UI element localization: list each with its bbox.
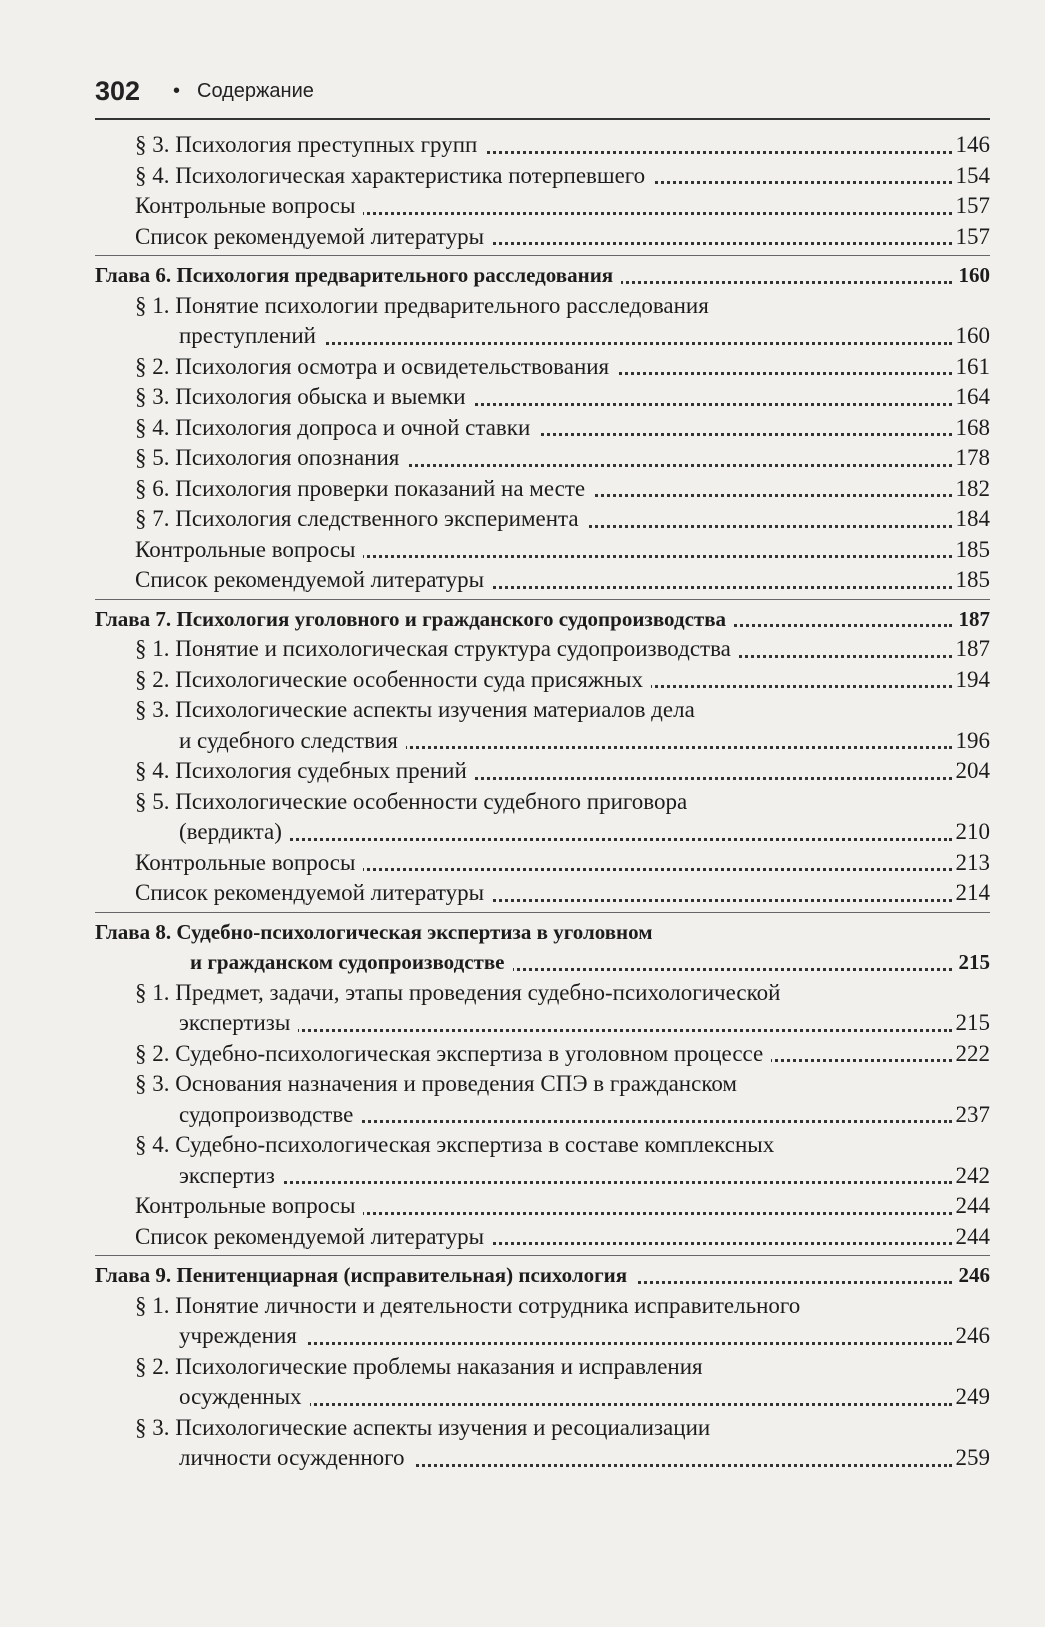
toc-chapter-line [95,917,990,948]
toc-entry-title: Глава 7. Психология уголовного и гражданского судопроизводства [95,604,734,635]
toc-entry-title: § 4. Психологическая характеристика потерпевшего [135,161,653,192]
toc-entry [95,1100,990,1131]
toc-entry-title: Глава 8. Судебно-психологическая экспертиза в уголовном [95,917,661,948]
toc-entry [95,1039,990,1070]
toc-page-number: 185 [954,565,991,596]
toc-entry-title: § 3. Психологические аспекты изучения материалов дела [135,695,703,726]
toc-entry-title: судопроизводстве [179,1100,361,1131]
toc-entry-title: § 3. Психологические аспекты изучения и ресоциализации [135,1413,718,1444]
page-header [95,72,990,120]
chapter-divider [95,912,990,913]
toc-entry [95,1443,990,1474]
toc-entry-title: Список рекомендуемой литературы [135,222,492,253]
toc-entry-title: § 1. Понятие личности и деятельности сотрудника исправительного [135,1291,808,1322]
toc-entry-title: § 2. Психология осмотра и освидетельствования [135,352,617,383]
toc-entry [95,352,990,383]
toc-entry-title: § 2. Психологические особенности суда присяжных [135,665,651,696]
toc-entry-title: § 7. Психология следственного эксперимента [135,504,587,535]
toc-entry-title: Контрольные вопросы [135,848,363,879]
toc-page-number: 244 [954,1222,991,1253]
toc-entry [95,1382,990,1413]
toc-entry-title: Список рекомендуемой литературы [135,878,492,909]
toc-page-number: 187 [954,634,991,665]
toc-entry-title: § 3. Психология обыска и выемки [135,382,474,413]
toc-entry [95,130,990,161]
toc-page-number: 246 [957,1260,991,1291]
toc-page-number: 249 [954,1382,991,1413]
toc-entry-title: § 4. Психология судебных прений [135,756,475,787]
toc-entry [95,382,990,413]
dot-leader [183,1029,952,1032]
toc-page-number: 244 [954,1191,991,1222]
toc-entry-title: осужденных [179,1382,310,1413]
toc-entry-title: личности осужденного [179,1443,413,1474]
toc-entry-title: Контрольные вопросы [135,191,363,222]
toc-entry-title: § 4. Психология допроса и очной ставки [135,413,538,444]
toc-entry-title: § 3. Основания назначения и проведения СПЭ в гражданском [135,1069,745,1100]
toc-entry [95,565,990,596]
toc-entry-title: Список рекомендуемой литературы [135,1222,492,1253]
toc-entry [95,978,990,1009]
toc-entry-title: § 6. Психология проверки показаний на месте [135,474,593,505]
page-number: 302 [95,76,141,106]
toc-page-number: 160 [957,260,991,291]
toc-page-number: 259 [954,1443,991,1474]
toc-entry [95,413,990,444]
toc-page-number: 237 [954,1100,991,1131]
toc-entry [95,1008,990,1039]
toc-entry [95,817,990,848]
toc-entry [95,443,990,474]
toc-page-number: 154 [954,161,991,192]
toc-entry [95,535,990,566]
toc-entry-title: § 3. Психология преступных групп [135,130,485,161]
toc-entry-title: (вердикта) [179,817,290,848]
toc-entry-title: учреждения [179,1321,305,1352]
toc-page-number: 246 [954,1321,991,1352]
chapter-divider [95,599,990,600]
toc-entry-title: § 5. Психологические особенности судебного приговора [135,787,695,818]
toc-entry-title: Глава 6. Психология предварительного расследования [95,260,621,291]
toc-page-number: 157 [954,222,991,253]
toc-page-number: 213 [954,848,991,879]
toc-entry [95,1222,990,1253]
toc-page-number: 164 [954,382,991,413]
toc-entry-title: экспертиз [179,1161,283,1192]
toc-page-number: 214 [954,878,991,909]
toc-entry-title: преступлений [179,321,324,352]
toc-entry [95,191,990,222]
toc-entry-title: § 2. Психологические проблемы наказания и исправления [135,1352,711,1383]
toc-entry-title: и судебного следствия [179,726,406,757]
toc-entry [95,222,990,253]
toc-entry [95,787,990,818]
toc-entry [95,321,990,352]
header-bullet: • [173,80,181,102]
toc-page-number: 178 [954,443,991,474]
toc-page-number: 242 [954,1161,991,1192]
toc-entry [95,161,990,192]
toc-entry-title: экспертизы [179,1008,298,1039]
toc-page-number: 184 [954,504,991,535]
toc-entry [95,634,990,665]
toc-entry [95,1191,990,1222]
toc-entry [95,665,990,696]
toc-page-number: 215 [954,1008,991,1039]
toc-entry [95,848,990,879]
toc-entry [95,1161,990,1192]
toc-entry-title: § 2. Судебно-психологическая экспертиза в уголовном процессе [135,1039,771,1070]
toc-chapter-line [95,1260,990,1291]
toc-entry [95,695,990,726]
toc-page-number: 157 [954,191,991,222]
toc-entry [95,1130,990,1161]
toc-entry-title: Контрольные вопросы [135,535,363,566]
toc-page-number: 160 [954,321,991,352]
toc-entry [95,504,990,535]
toc-page-number: 168 [954,413,991,444]
toc-page-number: 161 [954,352,991,383]
toc-entry [95,726,990,757]
toc-entry-title: § 1. Предмет, задачи, этапы проведения судебно-психологической [135,978,788,1009]
running-title: Содержание [197,80,314,102]
chapter-divider [95,1255,990,1256]
toc-entry [95,474,990,505]
dot-leader [183,1181,952,1184]
toc-entry [95,1291,990,1322]
toc-entry [95,1321,990,1352]
toc-entry-title: и гражданском судопроизводстве [190,947,513,978]
dot-leader [183,838,952,841]
toc-page-number: 182 [954,474,991,505]
toc-page-number: 185 [954,535,991,566]
toc-entry-title: Глава 9. Пенитенциарная (исправительная) психология [95,1260,635,1291]
toc-entry [95,291,990,322]
toc-page-number: 196 [954,726,991,757]
toc-page-number: 194 [954,665,991,696]
toc-entry [95,1069,990,1100]
toc-entry-title: § 5. Психология опознания [135,443,407,474]
toc-page-number: 146 [954,130,991,161]
table-of-contents [95,130,990,1474]
chapter-divider [95,255,990,256]
toc-entry-title: Список рекомендуемой литературы [135,565,492,596]
toc-chapter-line [95,947,990,978]
toc-entry [95,1352,990,1383]
toc-entry [95,878,990,909]
toc-entry-title: § 4. Судебно-психологическая экспертиза в составе комплексных [135,1130,782,1161]
toc-page-number: 215 [957,947,991,978]
toc-entry-title: Контрольные вопросы [135,1191,363,1222]
toc-entry [95,1413,990,1444]
toc-chapter-line [95,604,990,635]
toc-entry-title: § 1. Понятие и психологическая структура судопроизводства [135,634,739,665]
toc-chapter-line [95,260,990,291]
toc-page-number: 204 [954,756,991,787]
toc-page-number: 187 [957,604,991,635]
toc-page-number: 222 [954,1039,991,1070]
toc-page-number: 210 [954,817,991,848]
toc-entry [95,756,990,787]
toc-entry-title: § 1. Понятие психологии предварительного расследования [135,291,717,322]
